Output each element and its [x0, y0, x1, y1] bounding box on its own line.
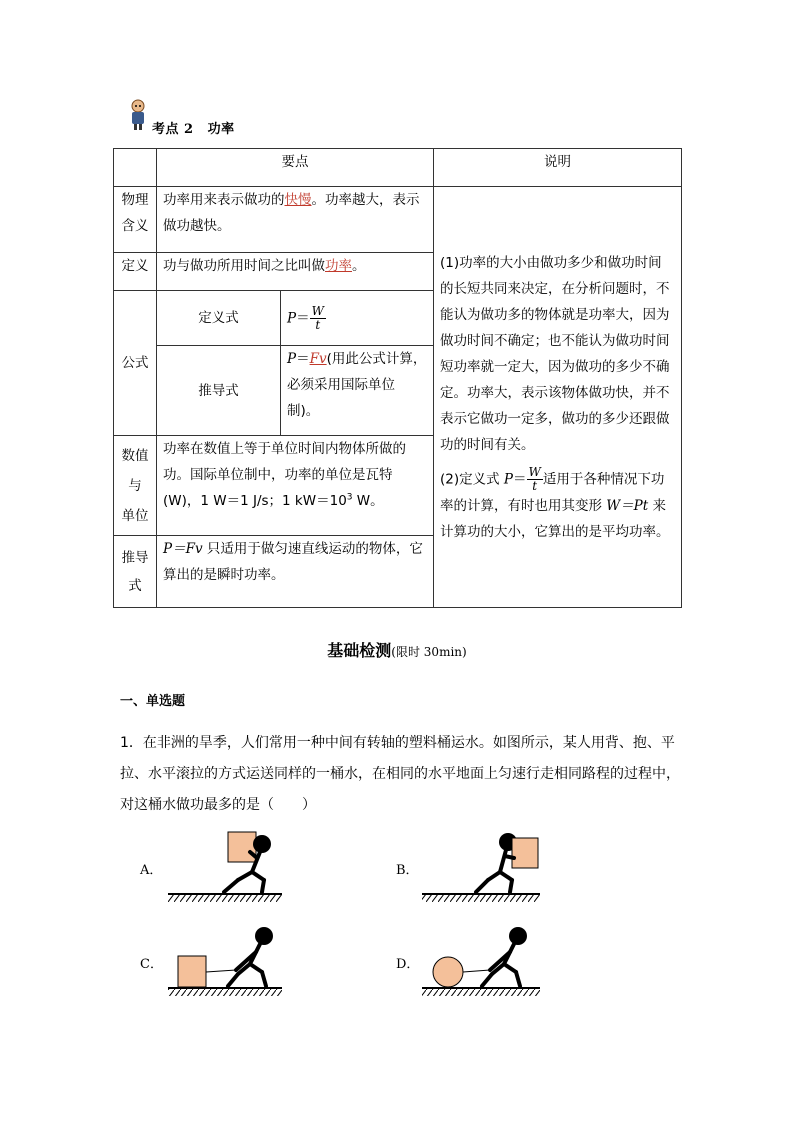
option-a-label: A． — [140, 863, 163, 878]
unit-label: 数值 与 单位 — [114, 436, 157, 536]
section-title: 基础检测(限时 30min) — [327, 641, 467, 660]
corner-cell — [114, 149, 157, 187]
bucket-box-a — [228, 832, 256, 862]
power-summary-table — [113, 148, 682, 608]
note-fraction: $\frac{W}{t}$ — [528, 464, 541, 493]
option-b-label: B． — [396, 863, 419, 878]
teacher-figure-icon — [128, 98, 148, 130]
definition-label: 定义 — [114, 253, 157, 291]
question-type: 一、单选题 — [120, 694, 186, 709]
options-figure — [120, 822, 680, 1002]
meaning-label: 物理含义 — [114, 187, 157, 253]
option-d-label: D． — [396, 957, 420, 972]
option-c-label: C． — [140, 957, 163, 972]
option-a[interactable] — [139, 832, 282, 902]
topic-name: 功率 — [207, 122, 235, 137]
notes-header: 说明 — [434, 149, 682, 187]
derived-usage-text: P＝Fv 只适用于做匀速直线运动的物体，它算出的是瞬时功率。 — [157, 536, 434, 608]
definition-text: 功与做功所用时间之比叫做功率。 — [157, 253, 434, 291]
def-formula: P＝ $\frac{W}{t}$ — [281, 291, 434, 346]
question-stem: 1．在非洲的旱季，人们常用一种中间有转轴的塑料桶运水。如图所示，某人用背、抱、平拉、水平滚拉的方式运送同样的一桶水，在相同的水平地面上匀速行走相同路程的过程中，对这桶水做功最多的是（ ） — [120, 735, 680, 813]
note-2: (2)定义式 P＝ $\frac{W}{t}$ 适用于各种情况下功率的计算，有时也用其变形 W＝Pt 来计算功的大小，它算出的是平均功率。 — [440, 464, 670, 540]
topic-header — [128, 98, 428, 138]
bucket-roller-d — [433, 957, 463, 987]
unit-text: 功率在数值上等于单位时间内物体所做的功。国际单位制中，功率的单位是瓦特(W)，1 W＝1 J/s；1 $kW=10^3$ W。 — [157, 436, 434, 536]
derived-formula: P＝Fv(用此公式计算，必须采用国际单位制)。 — [281, 346, 434, 436]
def-fraction: $\frac{W}{t}$ — [311, 303, 324, 332]
topic-number: 考点 2 — [152, 122, 194, 137]
keyword-speed: 快慢 — [284, 192, 312, 208]
meaning-text: 功率用来表示做功的快慢。功率越大，表示做功越快。 — [157, 187, 434, 253]
option-b[interactable] — [396, 833, 540, 902]
keyword-power: 功率 — [325, 258, 352, 274]
bucket-box-c — [178, 956, 206, 987]
option-c[interactable] — [140, 927, 282, 996]
derived-formula-label: 推导式 — [157, 346, 281, 436]
points-header: 要点 — [157, 149, 434, 187]
derived-usage-label: 推导 式 — [114, 536, 157, 608]
option-d[interactable] — [396, 927, 540, 996]
def-formula-label: 定义式 — [157, 291, 281, 346]
formula-label: 公式 — [114, 291, 157, 436]
bucket-box-b — [512, 838, 538, 868]
notes-cell — [434, 187, 682, 608]
note-1: (1)功率的大小由做功多少和做功时间的长短共同来决定，在分析问题时，不能认为做功多的物体就是功率大，因为做功时间不确定；也不能认为做功时间短功率就一定大，因为做功的多少不确定。功率大，表示该物体做功快，并不表示它做功一定多，做功的多少还跟做功的时间有关。 — [440, 254, 670, 453]
topic-title — [152, 118, 249, 137]
